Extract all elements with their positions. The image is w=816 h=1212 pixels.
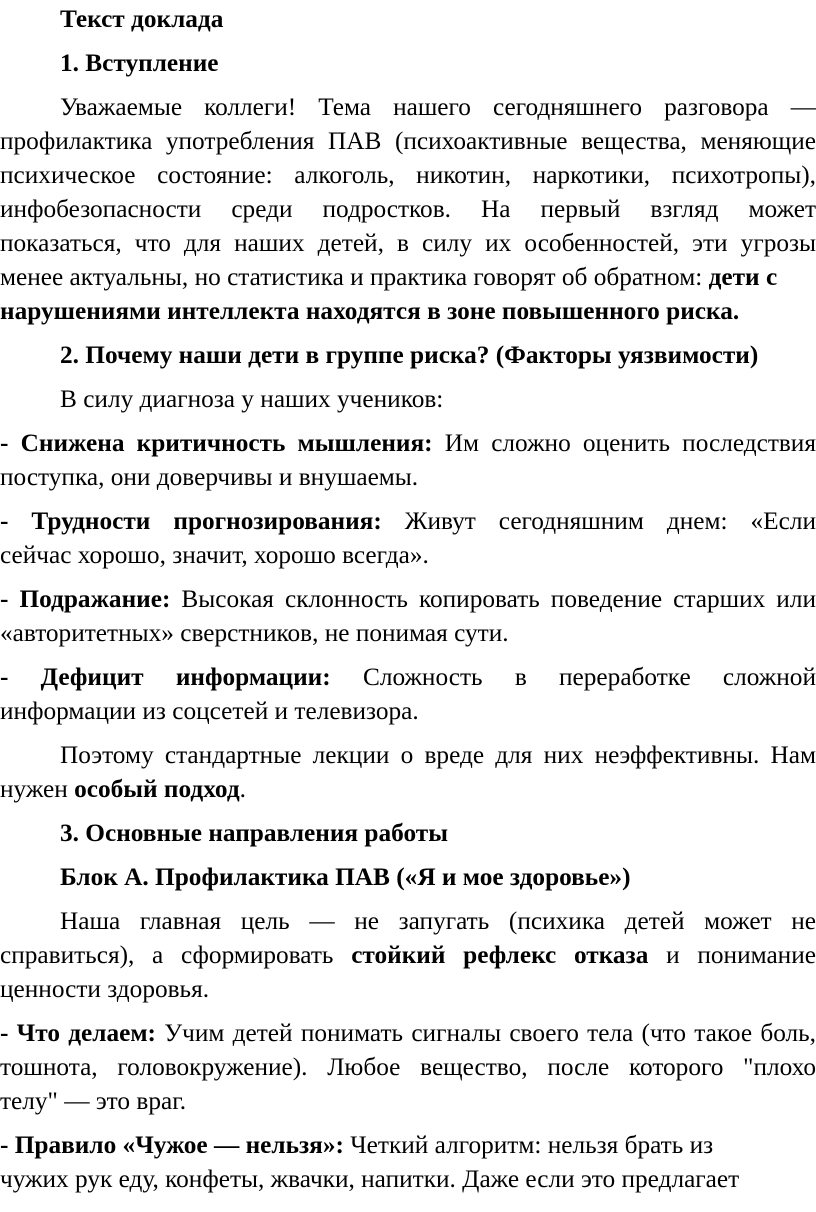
- intro-line-4: инфобезопасности среди подростков. На первый взгляд может: [0, 195, 816, 223]
- factor-2-line-1: [0, 504, 816, 538]
- intro-emphasis-a: дети с: [708, 263, 778, 291]
- intro-line-6: [0, 260, 816, 294]
- section-3-heading: 3. Основные направления работы: [60, 819, 448, 847]
- approach-line-1: Поэтому стандартные лекции о вреде для них неэффективны. Нам: [60, 741, 816, 769]
- factor-4-line-1: [0, 660, 816, 694]
- what-we-do-text-a: Учим детей понимать сигналы своего тела (что такое боль,: [155, 1019, 816, 1047]
- section-2-heading: 2. Почему наши дети в группе риска? (Факторы уязвимости): [60, 341, 759, 369]
- goal-pre: справиться), а сформировать: [0, 941, 352, 969]
- goal-line-1: Наша главная цель — не запугать (психика детей может не: [60, 907, 816, 935]
- factor-1-text-a: Им сложно оценить последствия: [432, 429, 816, 457]
- approach-line-2: [0, 772, 816, 806]
- approach-emphasis: особый подход: [74, 775, 240, 803]
- section-1-heading: 1. Вступление: [60, 49, 219, 77]
- factor-3-line-2: «авторитетных» сверстников, не понимая сути.: [0, 619, 509, 647]
- factor-1-label: - Снижена критичность мышления:: [0, 429, 433, 457]
- intro-emphasis-b: нарушениями интеллекта находятся в зоне повышенного риска.: [0, 297, 740, 325]
- factor-4-line-2: информации из соцсетей и телевизора.: [0, 697, 419, 725]
- goal-post: и понимание: [648, 941, 816, 969]
- rule-label: - Правило «Чужое — нельзя»:: [0, 1131, 344, 1159]
- factor-1-line-2: поступка, они доверчивы и внушаемы.: [0, 463, 419, 491]
- factor-2-label: - Трудности прогнозирования:: [0, 507, 382, 535]
- goal-line-2: [0, 938, 816, 972]
- block-a-heading: Блок А. Профилактика ПАВ («Я и мое здоровье»): [60, 863, 631, 891]
- rule-text-a: Четкий алгоритм: нельзя брать из: [343, 1131, 714, 1159]
- factor-2-text-a: Живут сегодняшним днем: «Если: [381, 507, 816, 535]
- factor-4-text-a: Сложность в переработке сложной: [330, 663, 816, 691]
- factor-3-line-1: [0, 582, 816, 616]
- intro-line-3: психическое состояние: алкоголь, никотин, наркотики, психотропы),: [0, 161, 816, 189]
- rule-line-2: чужих рук еду, конфеты, жвачки, напитки. Даже если это предлагает: [0, 1165, 740, 1193]
- what-we-do-line-3: телу" — это враг.: [0, 1087, 187, 1115]
- what-we-do-line-1: [0, 1016, 816, 1050]
- approach-pre: нужен: [0, 775, 75, 803]
- factor-4-label: - Дефицит информации:: [0, 663, 331, 691]
- what-we-do-label: - Что делаем:: [0, 1019, 156, 1047]
- rule-line-1: [0, 1128, 816, 1162]
- intro-line-6-text: менее актуальны, но статистика и практика говорят об обратном:: [0, 263, 709, 291]
- factor-1-line-1: [0, 426, 816, 460]
- section-2-intro: В силу диагноза у наших учеников:: [60, 385, 444, 413]
- factor-2-line-2: сейчас хорошо, значит, хорошо всегда».: [0, 541, 429, 569]
- doc-title: Текст доклада: [60, 5, 224, 33]
- intro-line-1: Уважаемые коллеги! Тема нашего сегодняшнего разговора —: [60, 93, 816, 121]
- approach-post: .: [239, 775, 246, 803]
- intro-line-2: профилактика употребления ПАВ (психоактивные вещества, меняющие: [0, 127, 816, 155]
- goal-emphasis: стойкий рефлекс отказа: [351, 941, 649, 969]
- factor-3-label: - Подражание:: [0, 585, 171, 613]
- what-we-do-line-2: тошнота, головокружение). Любое вещество, после которого "плохо: [0, 1053, 816, 1081]
- goal-line-3: ценности здоровья.: [0, 975, 210, 1003]
- intro-line-5: показаться, что для наших детей, в силу их особенностей, эти угрозы: [0, 229, 816, 257]
- factor-3-text-a: Высокая склонность копировать поведение старших или: [170, 585, 816, 613]
